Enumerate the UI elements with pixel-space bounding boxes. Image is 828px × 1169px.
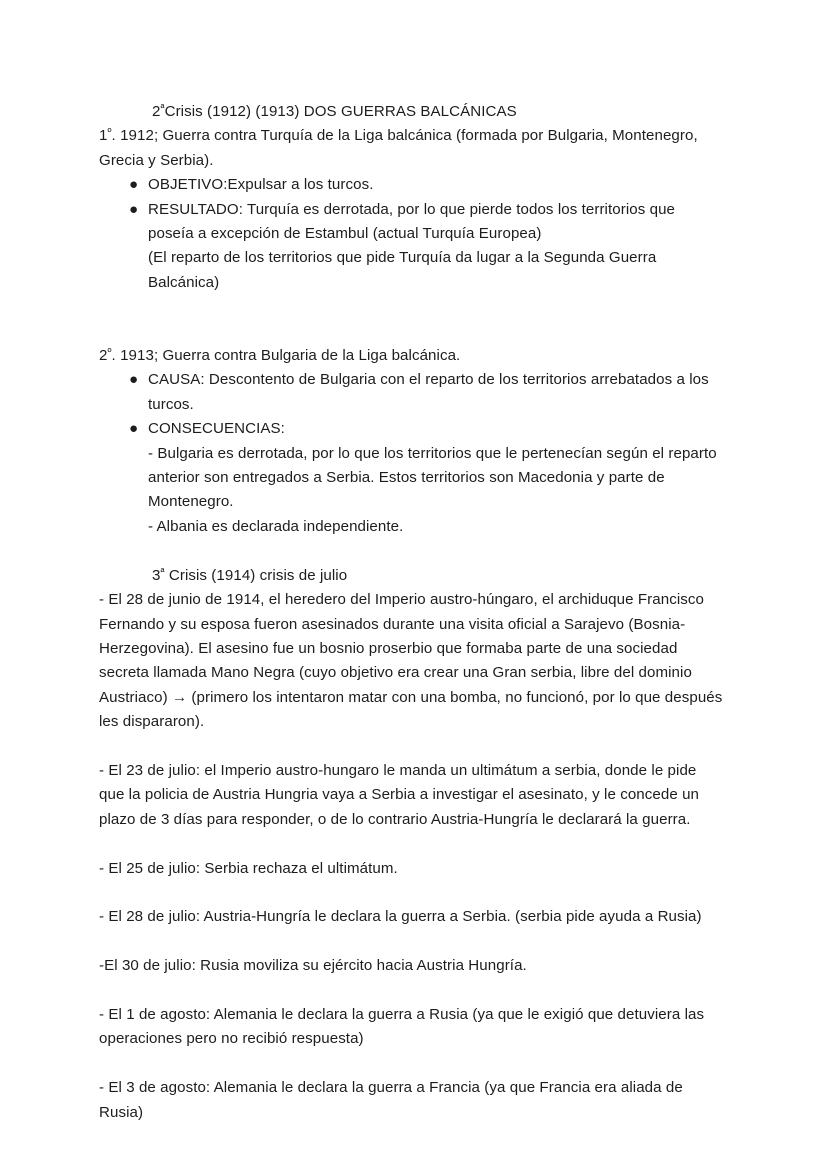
list-item: [99, 417, 723, 539]
list-item: [99, 198, 723, 296]
bullet-list-1913: [99, 368, 723, 539]
heading-crisis-2: $2^ªCrisis$ (1912) (1913) DOS GUERRAS BALCÁNICAS: [152, 102, 517, 120]
bullet-text-consecuencias: CONSECUENCIAS:: [148, 420, 285, 438]
paragraph-spacer: [99, 1052, 723, 1076]
bullet-dot-icon: ●: [129, 176, 139, 194]
paragraph-28-junio: - El 28 de junio de 1914, el heredero del Imperio austro-húngaro, el archiduque Francisco Fernando y su esposa fueron asesinados durante una visita oficial a Sarajevo (Bosnia-Herzegovina). El asesino fue un bosnio proserbio que formaba parte de una sociedad secreta llamada Mano Negra (cuyo objetivo era crear una Gran serbia, libre del dominio Austriaco) → (primero los intentaron matar con una bomba, no funcionó, por lo que después les dispararon).: [99, 591, 723, 731]
paragraph-1-agosto: - El 1 de agosto: Alemania le declara la guerra a Rusia (ya que le exigió que detuviera las operaciones pero no recibió respuesta): [99, 1005, 705, 1048]
paragraph-spacer: [99, 832, 723, 856]
bullet-text-objetivo: OBJETIVO:Expulsar a los turcos.: [148, 176, 374, 194]
paragraph-spacer: [99, 930, 723, 954]
paragraph-25-julio: - El 25 de julio: Serbia rechaza el ultimátum.: [99, 859, 398, 877]
intro-paragraph-1912: $1^º$. 1912; Guerra contra Turquía de la Liga balcánica (formada por Bulgaria, Montenegro, Grecia y Serbia).: [99, 126, 698, 169]
bullet-subline-reparto: (El reparto de los territorios que pide Turquía da lugar a la Segunda Guerra Balcánica): [148, 249, 657, 291]
bullet-text-resultado: RESULTADO: Turquía es derrotada, por lo que pierde todos los territorios que poseía a excepción de Estambul (actual Turquía Europea): [148, 200, 676, 243]
section-spacer: [99, 539, 723, 563]
bullet-subline-albania: - Albania es declarada independiente.: [148, 517, 404, 535]
list-item: [99, 368, 723, 417]
document-body: [99, 100, 723, 1125]
paragraph-spacer: [99, 979, 723, 1003]
bullet-list-1912: [99, 173, 723, 295]
paragraph-28-julio: - El 28 de julio: Austria-Hungría le declara la guerra a Serbia. (serbia pide ayuda a Rusia): [99, 908, 702, 926]
paragraph-30-julio: -El 30 de julio: Rusia moviliza su ejército hacia Austria Hungría.: [99, 957, 527, 975]
paragraph-3-agosto: - El 3 de agosto: Alemania le declara la guerra a Francia (ya que Francia era aliada de Rusia): [99, 1079, 683, 1121]
list-item: [99, 173, 723, 197]
section-guerra-1913: [99, 344, 723, 539]
paragraph-spacer: [99, 735, 723, 759]
bullet-dot-icon: ●: [129, 200, 139, 218]
section-crisis-3: [99, 564, 723, 1125]
paragraph-23-julio: - El 23 de julio: el Imperio austro-hungaro le manda un ultimátum a serbia, donde le pide que la policia de Austria Hungria vaya a Serbia a investigar el asesinato, y le concede un plazo de 3 días para responder, o de lo contrario Austria-Hungría le declarará la guerra.: [99, 761, 700, 828]
bullet-text-causa: CAUSA: Descontento de Bulgaria con el reparto de los territorios arrebatados a los turcos.: [148, 371, 709, 413]
bullet-subline-bulgaria: - Bulgaria es derrotada, por lo que los territorios que le pertenecían según el reparto anterior son entregados a Serbia. Estos territorios son Macedonia y parte de Montenegro.: [148, 444, 717, 511]
intro-paragraph-1913: $2^º$. 1913; Guerra contra Bulgaria de la Liga balcánica.: [99, 346, 461, 365]
section-spacer: [99, 295, 723, 344]
section-crisis-2: [99, 100, 723, 295]
bullet-dot-icon: ●: [129, 420, 139, 438]
bullet-dot-icon: ●: [129, 371, 139, 389]
paragraph-spacer: [99, 881, 723, 905]
heading-crisis-3: $3^ª$ Crisis (1914) crisis de julio: [152, 566, 348, 584]
